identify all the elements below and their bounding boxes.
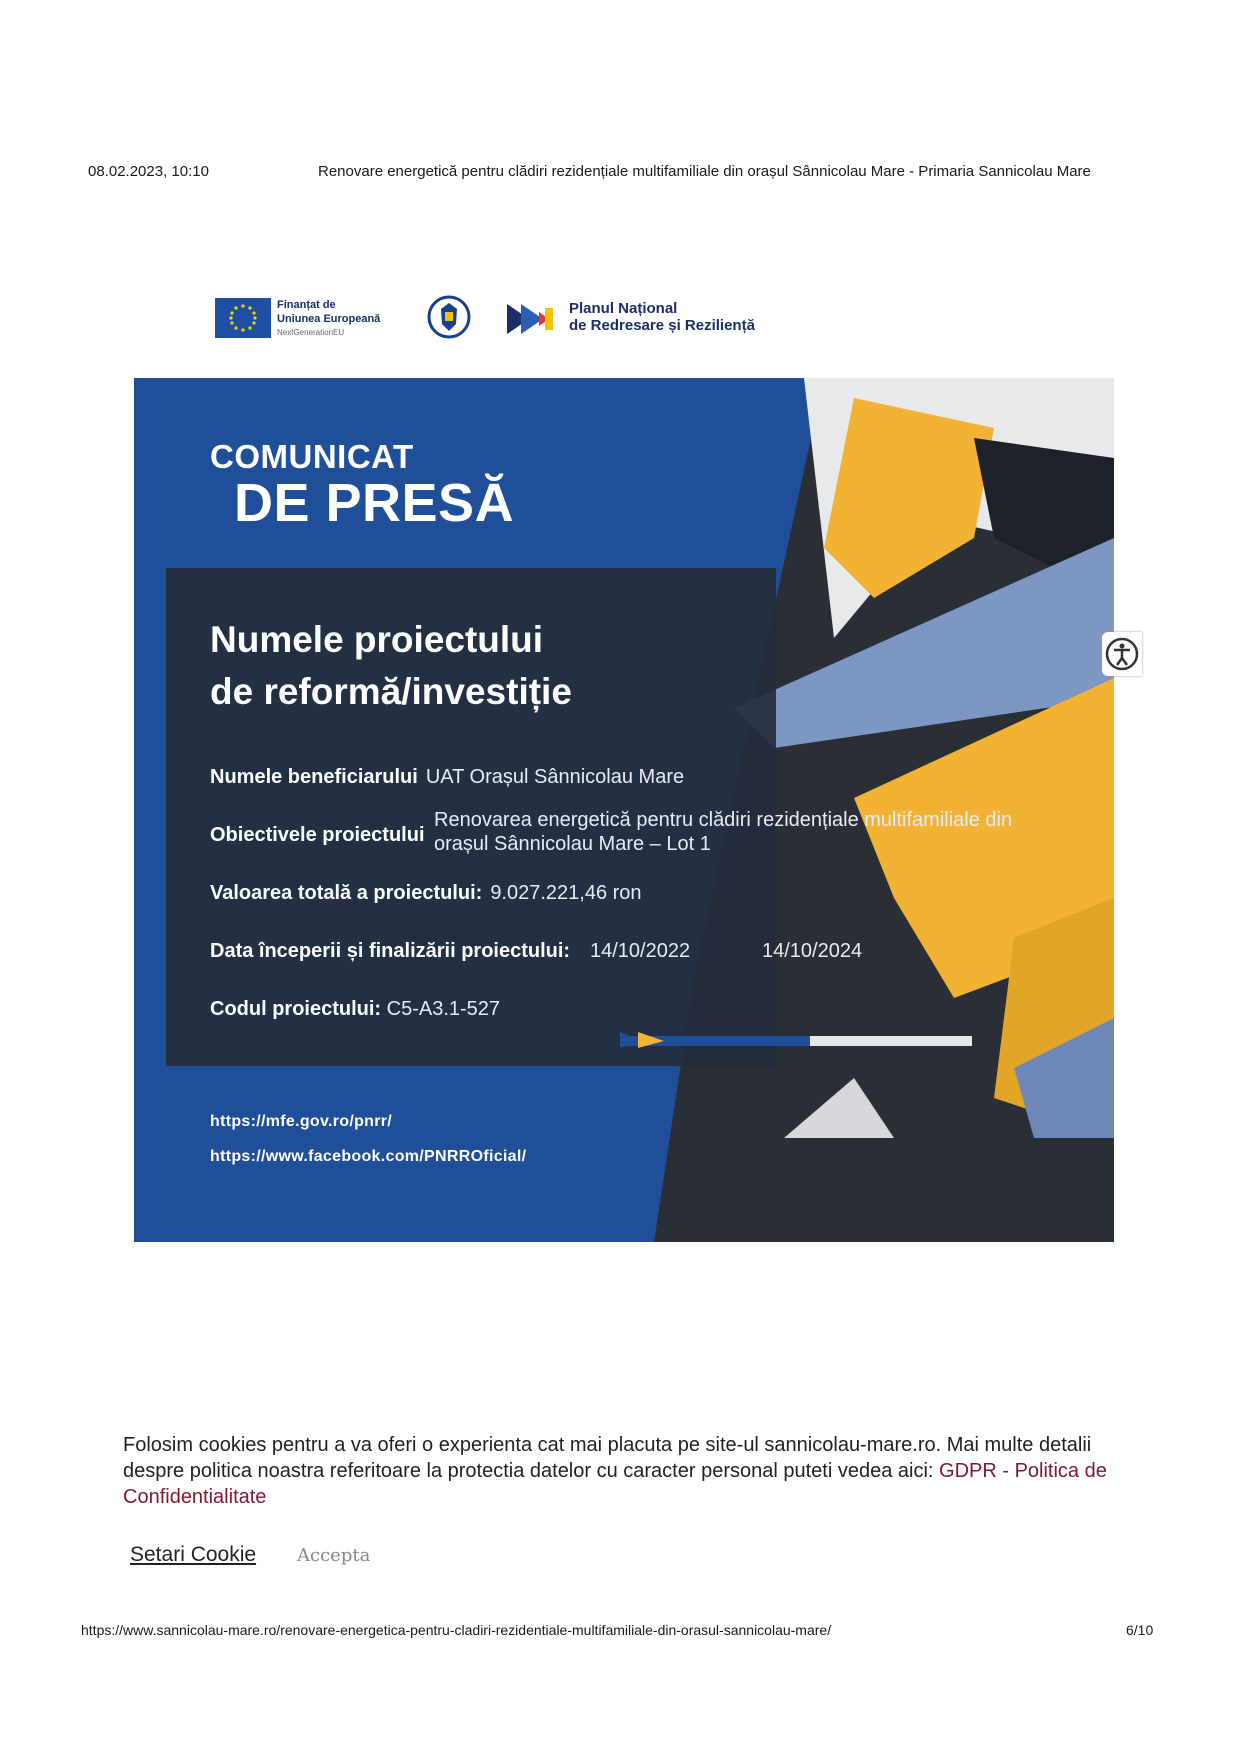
print-datetime: 08.02.2023, 10:10	[88, 163, 209, 180]
objectives-value: Renovarea energetică pentru clădiri rezidențiale multifamiliale din orașul Sânnicolau Mare – Lot 1	[434, 809, 1013, 855]
beneficiary-label: Numele beneficiarului	[210, 766, 418, 788]
facebook-link[interactable]: https://www.facebook.com/PNRROficial/	[210, 1148, 527, 1165]
project-code-label: Codul proiectului:	[210, 998, 382, 1020]
objectives-label: Obiectivele proiectului	[210, 824, 425, 846]
cookie-settings-button[interactable]: Setari Cookie	[130, 1543, 257, 1566]
total-value: 9.027.221,46 ron	[490, 882, 642, 904]
press-heading-line1: COMUNICAT	[210, 438, 414, 475]
beneficiary-value: UAT Orașul Sânnicolau Mare	[425, 766, 685, 788]
project-code-field	[210, 998, 500, 1021]
print-url: https://www.sannicolau-mare.ro/renovare-energetica-pentru-cladiri-rezidentiale-multifamiliale-din-orasul-sannicolau-mare/	[81, 1622, 832, 1638]
cookie-accept-button[interactable]: Accepta	[297, 1545, 371, 1566]
beneficiary-field	[210, 766, 684, 789]
pnrr-text: Planul Național de Redresare și Reziliență	[569, 300, 755, 334]
accessibility-button[interactable]	[1102, 632, 1142, 676]
decorative-progress-bar	[620, 1032, 972, 1048]
funding-logos	[215, 292, 1115, 344]
end-date: 14/10/2024	[762, 940, 863, 962]
project-code-value: C5-A3.1-527	[386, 998, 501, 1020]
start-date: 14/10/2022	[590, 940, 691, 962]
press-heading-line2: DE PRESĂ	[234, 473, 515, 533]
print-header	[0, 163, 1240, 185]
gdpr-link[interactable]: GDPR - Politica de Confidentialitate	[123, 1460, 1107, 1508]
total-value-field	[210, 882, 642, 905]
cookie-notice	[123, 1432, 1113, 1510]
eu-flag-icon	[215, 298, 271, 338]
print-page-number: 6/10	[1126, 1622, 1154, 1638]
pnrr-logo-icon	[505, 302, 565, 336]
total-value-label: Valoarea totală a proiectului:	[210, 882, 483, 904]
eu-funding-text: Finanțat de Uniunea Europeană NextGenerationEU	[277, 299, 381, 337]
cookie-notice-text: Folosim cookies pentru a va oferi o experienta cat mai placuta pe site-ul sannicolau-mare.ro. Mai multe detalii despre politica noastra referitoare la protectia datelor cu caracter personal puteti vedea aici:	[123, 1434, 1092, 1482]
mfe-link[interactable]: https://mfe.gov.ro/pnrr/	[210, 1113, 393, 1130]
government-crest-icon	[427, 294, 471, 340]
dates-label: Data începerii și finalizării proiectului:	[210, 940, 571, 962]
project-title: Numele proiectului de reformă/investiție	[210, 619, 572, 712]
print-page-title: Renovare energetică pentru clădiri rezidențiale multifamiliale din orașul Sânnicolau Mare - Primaria Sannicolau Mare	[318, 163, 1091, 180]
press-release-banner	[134, 378, 1114, 1242]
accessibility-icon	[1102, 632, 1142, 676]
